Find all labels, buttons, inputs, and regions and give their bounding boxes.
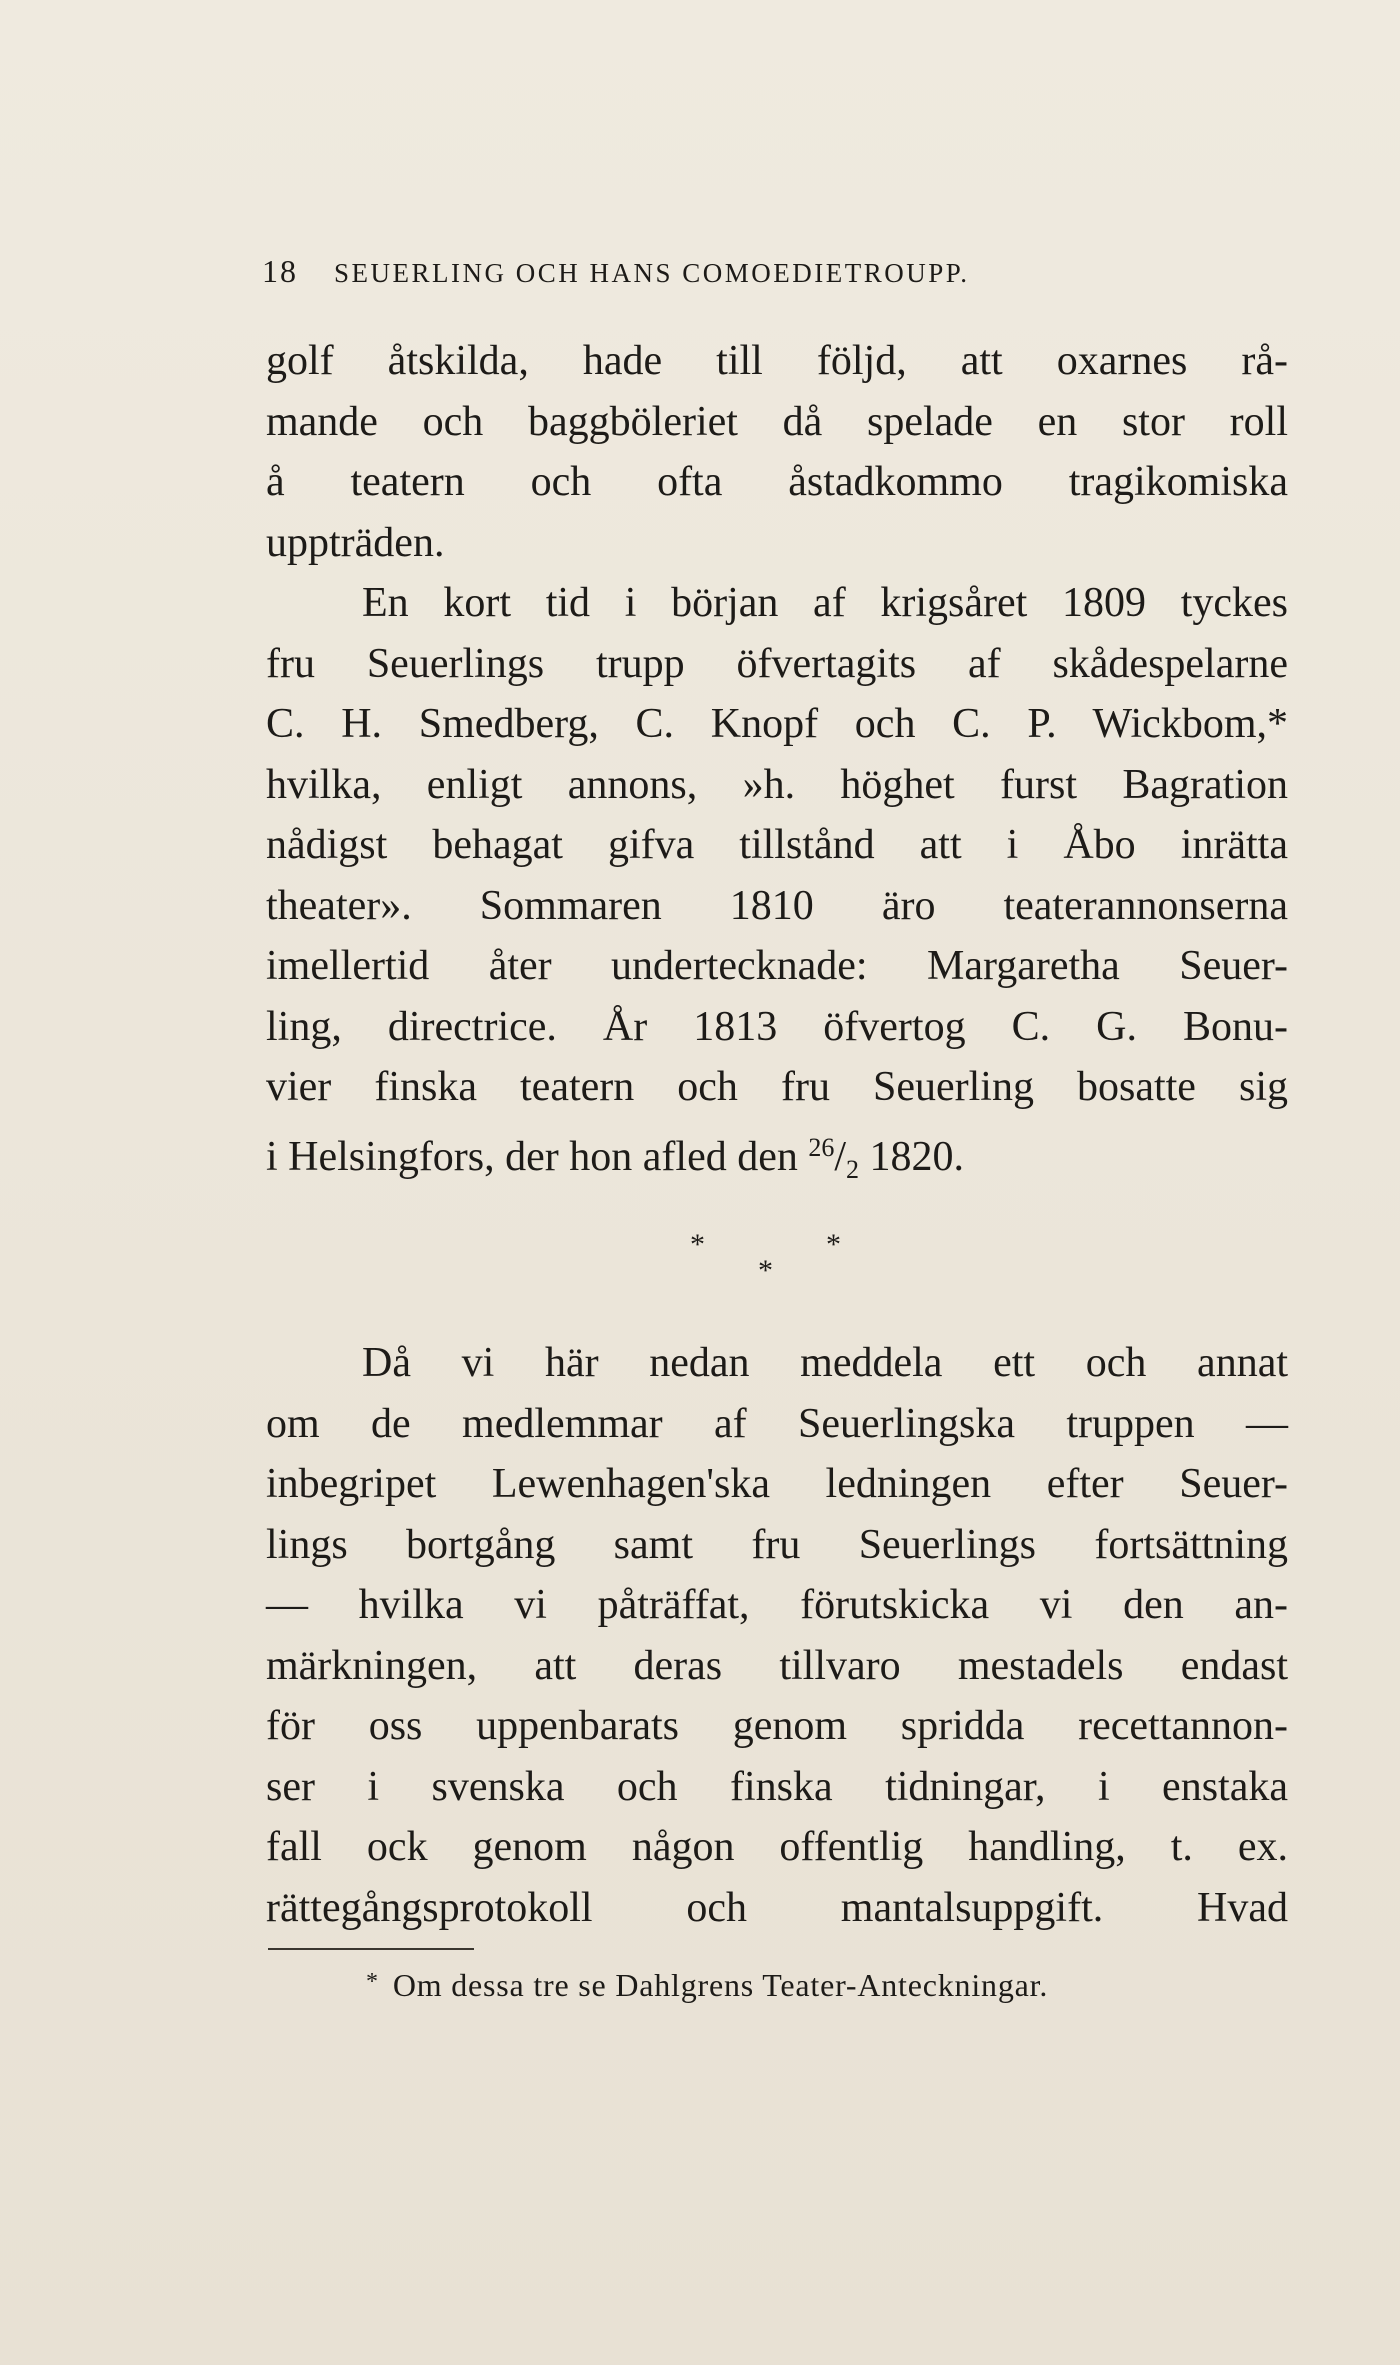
running-head bbox=[262, 253, 1162, 297]
text-line: om de medlemmar af Seuerlingska truppen — bbox=[266, 1400, 1288, 1447]
text-line: fru Seuerlings trupp öfvertagits af skådespelarne bbox=[266, 640, 1288, 687]
text-line: mande och baggböleriet då spelade en stor roll bbox=[266, 398, 1288, 445]
text-line: golf åtskilda, hade till följd, att oxarnes rå- bbox=[266, 338, 1288, 384]
text-line: för oss uppenbarats genom spridda recettannon- bbox=[266, 1703, 1288, 1749]
footnote-text: Om dessa tre se Dahlgrens Teater-Anteckningar. bbox=[392, 1967, 1049, 2003]
fraction-slash: / bbox=[834, 1133, 847, 1180]
text-line: theater». Sommaren 1810 äro teaterannonserna bbox=[266, 882, 1288, 929]
asterisk-left: * bbox=[690, 1228, 705, 1261]
fraction-numerator: 26 bbox=[808, 1132, 835, 1162]
text-line: märkningen, att deras tillvaro mestadels endast bbox=[266, 1642, 1288, 1689]
section-asterism bbox=[0, 1228, 1400, 1288]
text-line: vier finska teatern och fru Seuerling bosatte sig bbox=[266, 1064, 1288, 1110]
text-line: uppträden. bbox=[266, 519, 445, 566]
footnote-rule bbox=[268, 1948, 474, 1950]
paragraph-block-top bbox=[266, 331, 1288, 1184]
text-line: inbegripet Lewenhagen'ska ledningen efter Seuer- bbox=[266, 1461, 1288, 1507]
footnote-mark: * bbox=[366, 1969, 379, 1995]
text-line: rättegångsprotokoll och mantalsuppgift. Hvad bbox=[266, 1884, 1288, 1931]
paragraph-block-bottom bbox=[266, 1333, 1288, 1938]
text-line: nådigst behagat gifva tillstånd att i Åbo inrätta bbox=[266, 822, 1288, 868]
year: 1820. bbox=[859, 1133, 965, 1180]
running-title: SEUERLING OCH HANS COMOEDIETROUPP. bbox=[334, 258, 970, 288]
page-number: 18 bbox=[262, 253, 298, 289]
text-line-final bbox=[266, 1118, 1288, 1184]
footnote bbox=[366, 1960, 1048, 2004]
asterisk-bottom: * bbox=[758, 1254, 773, 1287]
text-fragment: i Helsingfors, der hon afled den bbox=[266, 1133, 809, 1180]
text-line: C. H. Smedberg, C. Knopf och C. P. Wickbom,* bbox=[266, 701, 1288, 747]
fraction-denominator: 2 bbox=[846, 1154, 860, 1184]
text-line: Då vi här nedan meddela ett och annat bbox=[362, 1340, 1288, 1386]
text-line: fall ock genom någon offentlig handling, t. ex. bbox=[266, 1824, 1288, 1870]
text-line: lings bortgång samt fru Seuerlings fortsättning bbox=[266, 1521, 1288, 1568]
text-line: å teatern och ofta åstadkommo tragikomiska bbox=[266, 459, 1288, 505]
text-line: ser i svenska och finska tidningar, i enstaka bbox=[266, 1763, 1288, 1810]
text-line: ling, directrice. År 1813 öfvertog C. G. Bonu- bbox=[266, 1003, 1288, 1050]
text-line: hvilka, enligt annons, »h. höghet furst Bagration bbox=[266, 761, 1288, 808]
text-line: — hvilka vi påträffat, förutskicka vi den an- bbox=[266, 1582, 1288, 1628]
text-line: imellertid åter undertecknade: Margaretha Seuer- bbox=[266, 943, 1288, 989]
asterisk-right: * bbox=[826, 1228, 841, 1261]
text-line: En kort tid i början af krigsåret 1809 tyckes bbox=[362, 580, 1288, 626]
